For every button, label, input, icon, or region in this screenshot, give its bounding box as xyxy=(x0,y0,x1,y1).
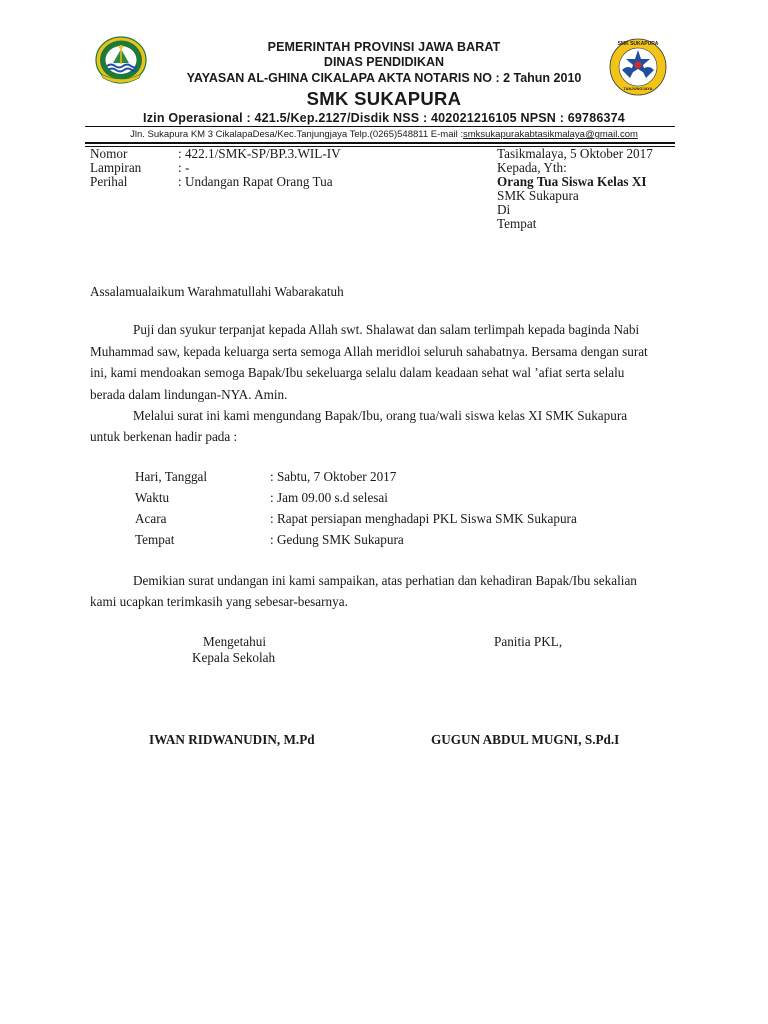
signature-left-title-2: Kepala Sekolah xyxy=(192,650,276,665)
paragraph-1-line-1: Puji dan syukur terpanjat kepada Allah swt. Shalawat dan salam terlimpah kepada baginda Nabi xyxy=(133,322,640,337)
letter-date: Tasikmalaya, 5 Oktober 2017 xyxy=(497,146,653,161)
paragraph-2-line-1: Melalui surat ini kami mengundang Bapak/Ibu, orang tua/wali siswa kelas XI SMK Sukapura xyxy=(133,408,628,423)
detail-value-date: : Sabtu, 7 Oktober 2017 xyxy=(270,469,397,484)
emblem-text-bottom: TANJUNGJAYA xyxy=(623,86,653,91)
recipient-di: Di xyxy=(497,202,511,217)
lampiran-value: : - xyxy=(178,160,190,175)
detail-value-time: : Jam 09.00 s.d selesai xyxy=(270,490,388,505)
signature-right-title: Panitia PKL, xyxy=(494,634,563,649)
detail-label-venue: Tempat xyxy=(135,532,175,547)
greeting: Assalamualaikum Warahmatullahi Wabarakatuh xyxy=(90,284,344,299)
paragraph-1-line-3: ini, kami mendoakan semoga Bapak/Ibu sekeluarga selalu dalam keadaan sehat wal ’afiat serta selalu xyxy=(90,365,625,380)
paragraph-1-line-4: berada dalam lindungan-NYA. Amin. xyxy=(90,387,288,402)
letterhead-department: DINAS PENDIDIKAN xyxy=(323,55,445,69)
detail-value-venue: : Gedung SMK Sukapura xyxy=(270,532,404,547)
perihal-label: Perihal xyxy=(90,174,128,189)
letterhead-school-name: SMK SUKAPURA xyxy=(306,88,462,109)
letterhead-government: PEMERINTAH PROVINSI JAWA BARAT xyxy=(267,40,501,54)
paragraph-2-line-2: untuk berkenan hadir pada : xyxy=(90,429,238,444)
recipient-place: Tempat xyxy=(497,216,537,231)
lampiran-label: Lampiran xyxy=(90,160,142,175)
nomor-value: : 422.1/SMK-SP/BP.3.WIL-IV xyxy=(178,146,341,161)
emblem-text-top: SMK SUKAPURA xyxy=(617,41,659,47)
letterhead-license: Izin Operasional : 421.5/Kep.2127/Disdik NSS : 402021216105 NPSN : 69786374 xyxy=(143,111,625,125)
header-divider-top xyxy=(85,126,675,127)
signature-right-name: GUGUN ABDUL MUGNI, S.Pd.I xyxy=(431,732,620,747)
detail-label-event: Acara xyxy=(135,511,167,526)
recipient-org: SMK Sukapura xyxy=(497,188,579,203)
signature-left-title-1: Mengetahui xyxy=(203,634,266,649)
detail-label-time: Waktu xyxy=(135,490,170,505)
detail-value-event: : Rapat persiapan menghadapi PKL Siswa SMK Sukapura xyxy=(270,511,577,526)
header-divider-thick xyxy=(85,142,675,144)
letterhead-address xyxy=(0,129,768,140)
address-text: Jln. Sukapura KM 3 CikalapaDesa/Kec.Tanjungjaya Telp.(0265)548811 E-mail : xyxy=(130,129,463,140)
paragraph-3-line-2: kami ucapkan terimkasih yang sebesar-besarnya. xyxy=(90,594,348,609)
recipient-to: Kepada, Yth: xyxy=(497,160,567,175)
email-link[interactable]: smksukapurakabtasikmalaya@gmail.com xyxy=(462,129,638,140)
letterhead-foundation: YAYASAN AL-GHINA CIKALAPA AKTA NOTARIS NO : 2 Tahun 2010 xyxy=(186,71,582,85)
paragraph-1-line-2: Muhammad saw, kepada keluarga serta semoga Allah meridloi seluruh sahabatnya. Bersama dengan surat xyxy=(90,344,648,359)
paragraph-3-line-1: Demikian surat undangan ini kami sampaikan, atas perhatian dan kehadiran Bapak/Ibu sekalian xyxy=(133,573,637,588)
detail-label-date: Hari, Tanggal xyxy=(135,469,208,484)
recipient-name: Orang Tua Siswa Kelas XI xyxy=(497,174,647,189)
perihal-value: : Undangan Rapat Orang Tua xyxy=(178,174,333,189)
signature-left-name: IWAN RIDWANUDIN, M.Pd xyxy=(149,732,315,747)
nomor-label: Nomor xyxy=(90,146,128,161)
